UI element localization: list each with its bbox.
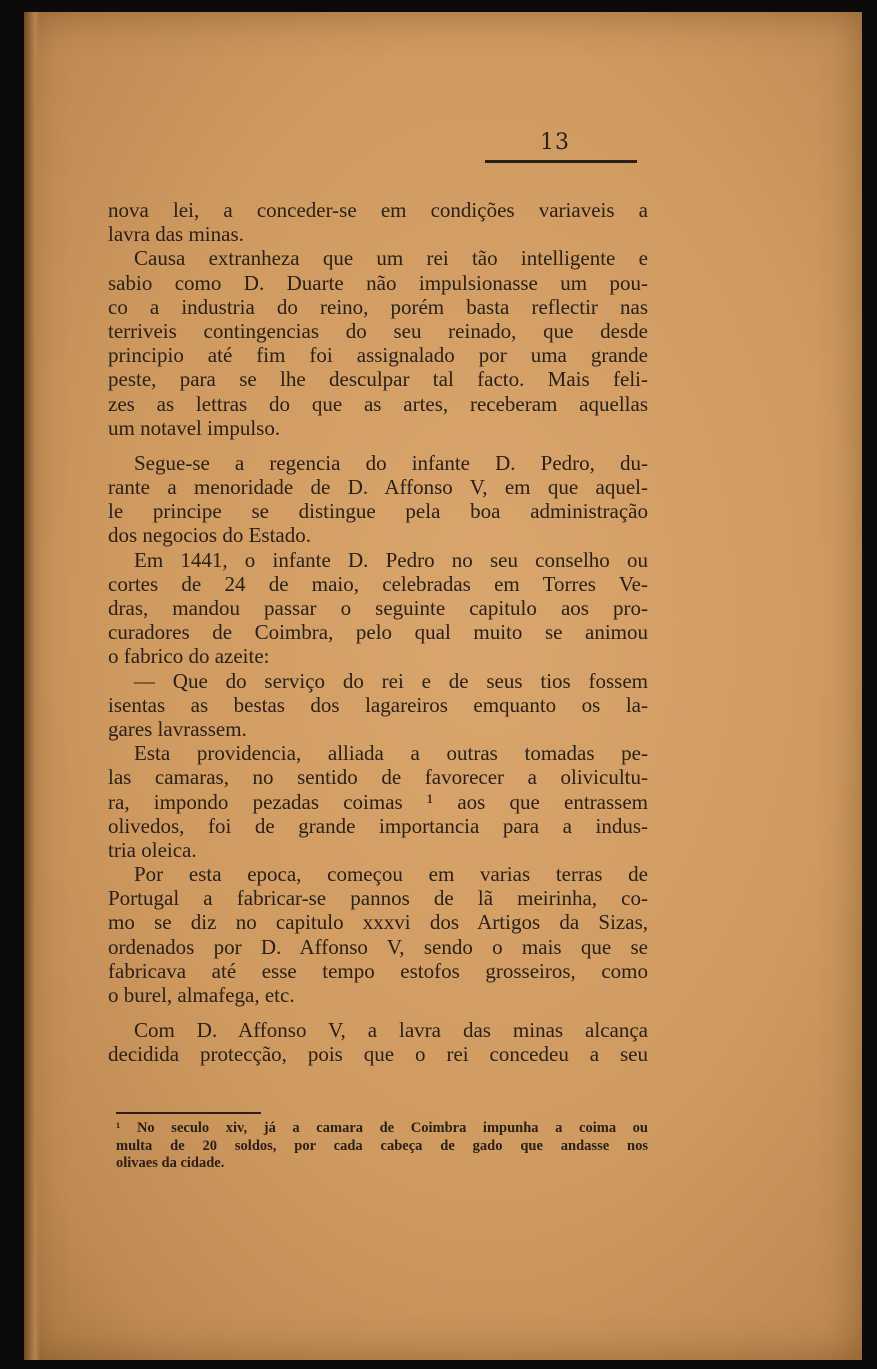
text-line: rante a menoridade de D. Affonso V, em que aquel- xyxy=(108,475,648,500)
text-line: isentas as bestas dos lagareiros emquanto os la- xyxy=(108,692,648,717)
text-line: co a industria do reino, porém basta reflectir nas xyxy=(108,294,648,319)
header-rule xyxy=(485,160,637,163)
paragraph xyxy=(108,862,648,1007)
text-line: peste, para se lhe desculpar tal facto. Mais feli- xyxy=(108,367,648,392)
text-line: fabricava até esse tempo estofos grosseiros, como xyxy=(108,958,648,983)
text-line: Em 1441, o infante D. Pedro no seu conselho ou xyxy=(134,547,648,572)
paragraph xyxy=(108,669,648,742)
page-spine-edge xyxy=(24,12,40,1360)
text-line: Portugal a fabricar-se pannos de lã meirinha, co- xyxy=(108,886,648,911)
text-line: sabio como D. Duarte não impulsionasse um pou- xyxy=(108,270,648,295)
paragraph-gap xyxy=(108,1007,648,1018)
paragraph xyxy=(108,741,648,862)
footnote-rule xyxy=(116,1112,261,1114)
text-line: decidida protecção, pois que o rei concedeu a seu xyxy=(108,1042,648,1067)
text-line: nova lei, a conceder-se em condições variaveis a xyxy=(108,198,648,222)
paragraph xyxy=(108,548,648,669)
text-line: dras, mandou passar o seguinte capitulo aos pro- xyxy=(108,596,648,620)
paragraph xyxy=(108,451,648,548)
text-line: cortes de 24 de maio, celebradas em Torres Ve- xyxy=(108,571,648,596)
text-line: ordenados por D. Affonso V, sendo o mais que se xyxy=(108,934,648,959)
text-line: terriveis contingencias do seu reinado, que desde xyxy=(108,318,648,343)
text-line: um notavel impulso. xyxy=(108,415,281,440)
text-line: Segue-se a regencia do infante D. Pedro, du- xyxy=(134,450,648,475)
paragraph-gap xyxy=(108,440,648,451)
paragraph xyxy=(108,246,648,440)
text-line: las camaras, no sentido de favorecer a olivicultu- xyxy=(108,765,648,790)
text-line: olivedos, foi de grande importancia para a indus- xyxy=(108,813,648,838)
page-number: 13 xyxy=(540,130,570,155)
text-line: principio até fim foi assignalado por uma grande xyxy=(108,343,648,368)
text-line: tria oleica. xyxy=(108,837,197,862)
text-line: zes as lettras do que as artes, receberam aquellas xyxy=(108,391,648,416)
footnote-line: multa de 20 soldos, por cada cabeça de gado que andasse nos xyxy=(116,1137,648,1154)
paragraph xyxy=(108,1018,648,1066)
text-line: o burel, almafega, etc. xyxy=(108,983,295,1007)
text-line: le principe se distingue pela boa administração xyxy=(108,499,648,524)
text-line: curadores de Coimbra, pelo qual muito se animou xyxy=(108,620,648,645)
text-line: gares lavrassem. xyxy=(108,716,247,741)
text-line: Com D. Affonso V, a lavra das minas alcança xyxy=(134,1018,648,1043)
footnotes xyxy=(116,1120,648,1173)
text-line: Esta providencia, alliada a outras tomadas pe- xyxy=(134,741,648,766)
text-line: mo se diz no capitulo xxxvi dos Artigos da Sizas, xyxy=(108,910,648,935)
paragraph xyxy=(108,198,648,246)
footnote-line: olivaes da cidade. xyxy=(116,1155,225,1171)
text-line: ra, impondo pezadas coimas ¹ aos que entrassem xyxy=(108,789,648,814)
body-text xyxy=(108,198,648,1067)
text-line: — Que do serviço do rei e de seus tios fossem xyxy=(134,668,648,693)
footnote-line: ¹ No seculo xiv, já a camara de Coimbra impunha a coima ou xyxy=(116,1120,648,1136)
text-line: o fabrico do azeite: xyxy=(108,644,270,669)
text-line: Por esta epoca, começou em varias terras de xyxy=(134,862,648,887)
text-line: Causa extranheza que um rei tão intelligente e xyxy=(134,246,648,271)
text-line: dos negocios do Estado. xyxy=(108,523,311,548)
text-line: lavra das minas. xyxy=(108,222,244,247)
